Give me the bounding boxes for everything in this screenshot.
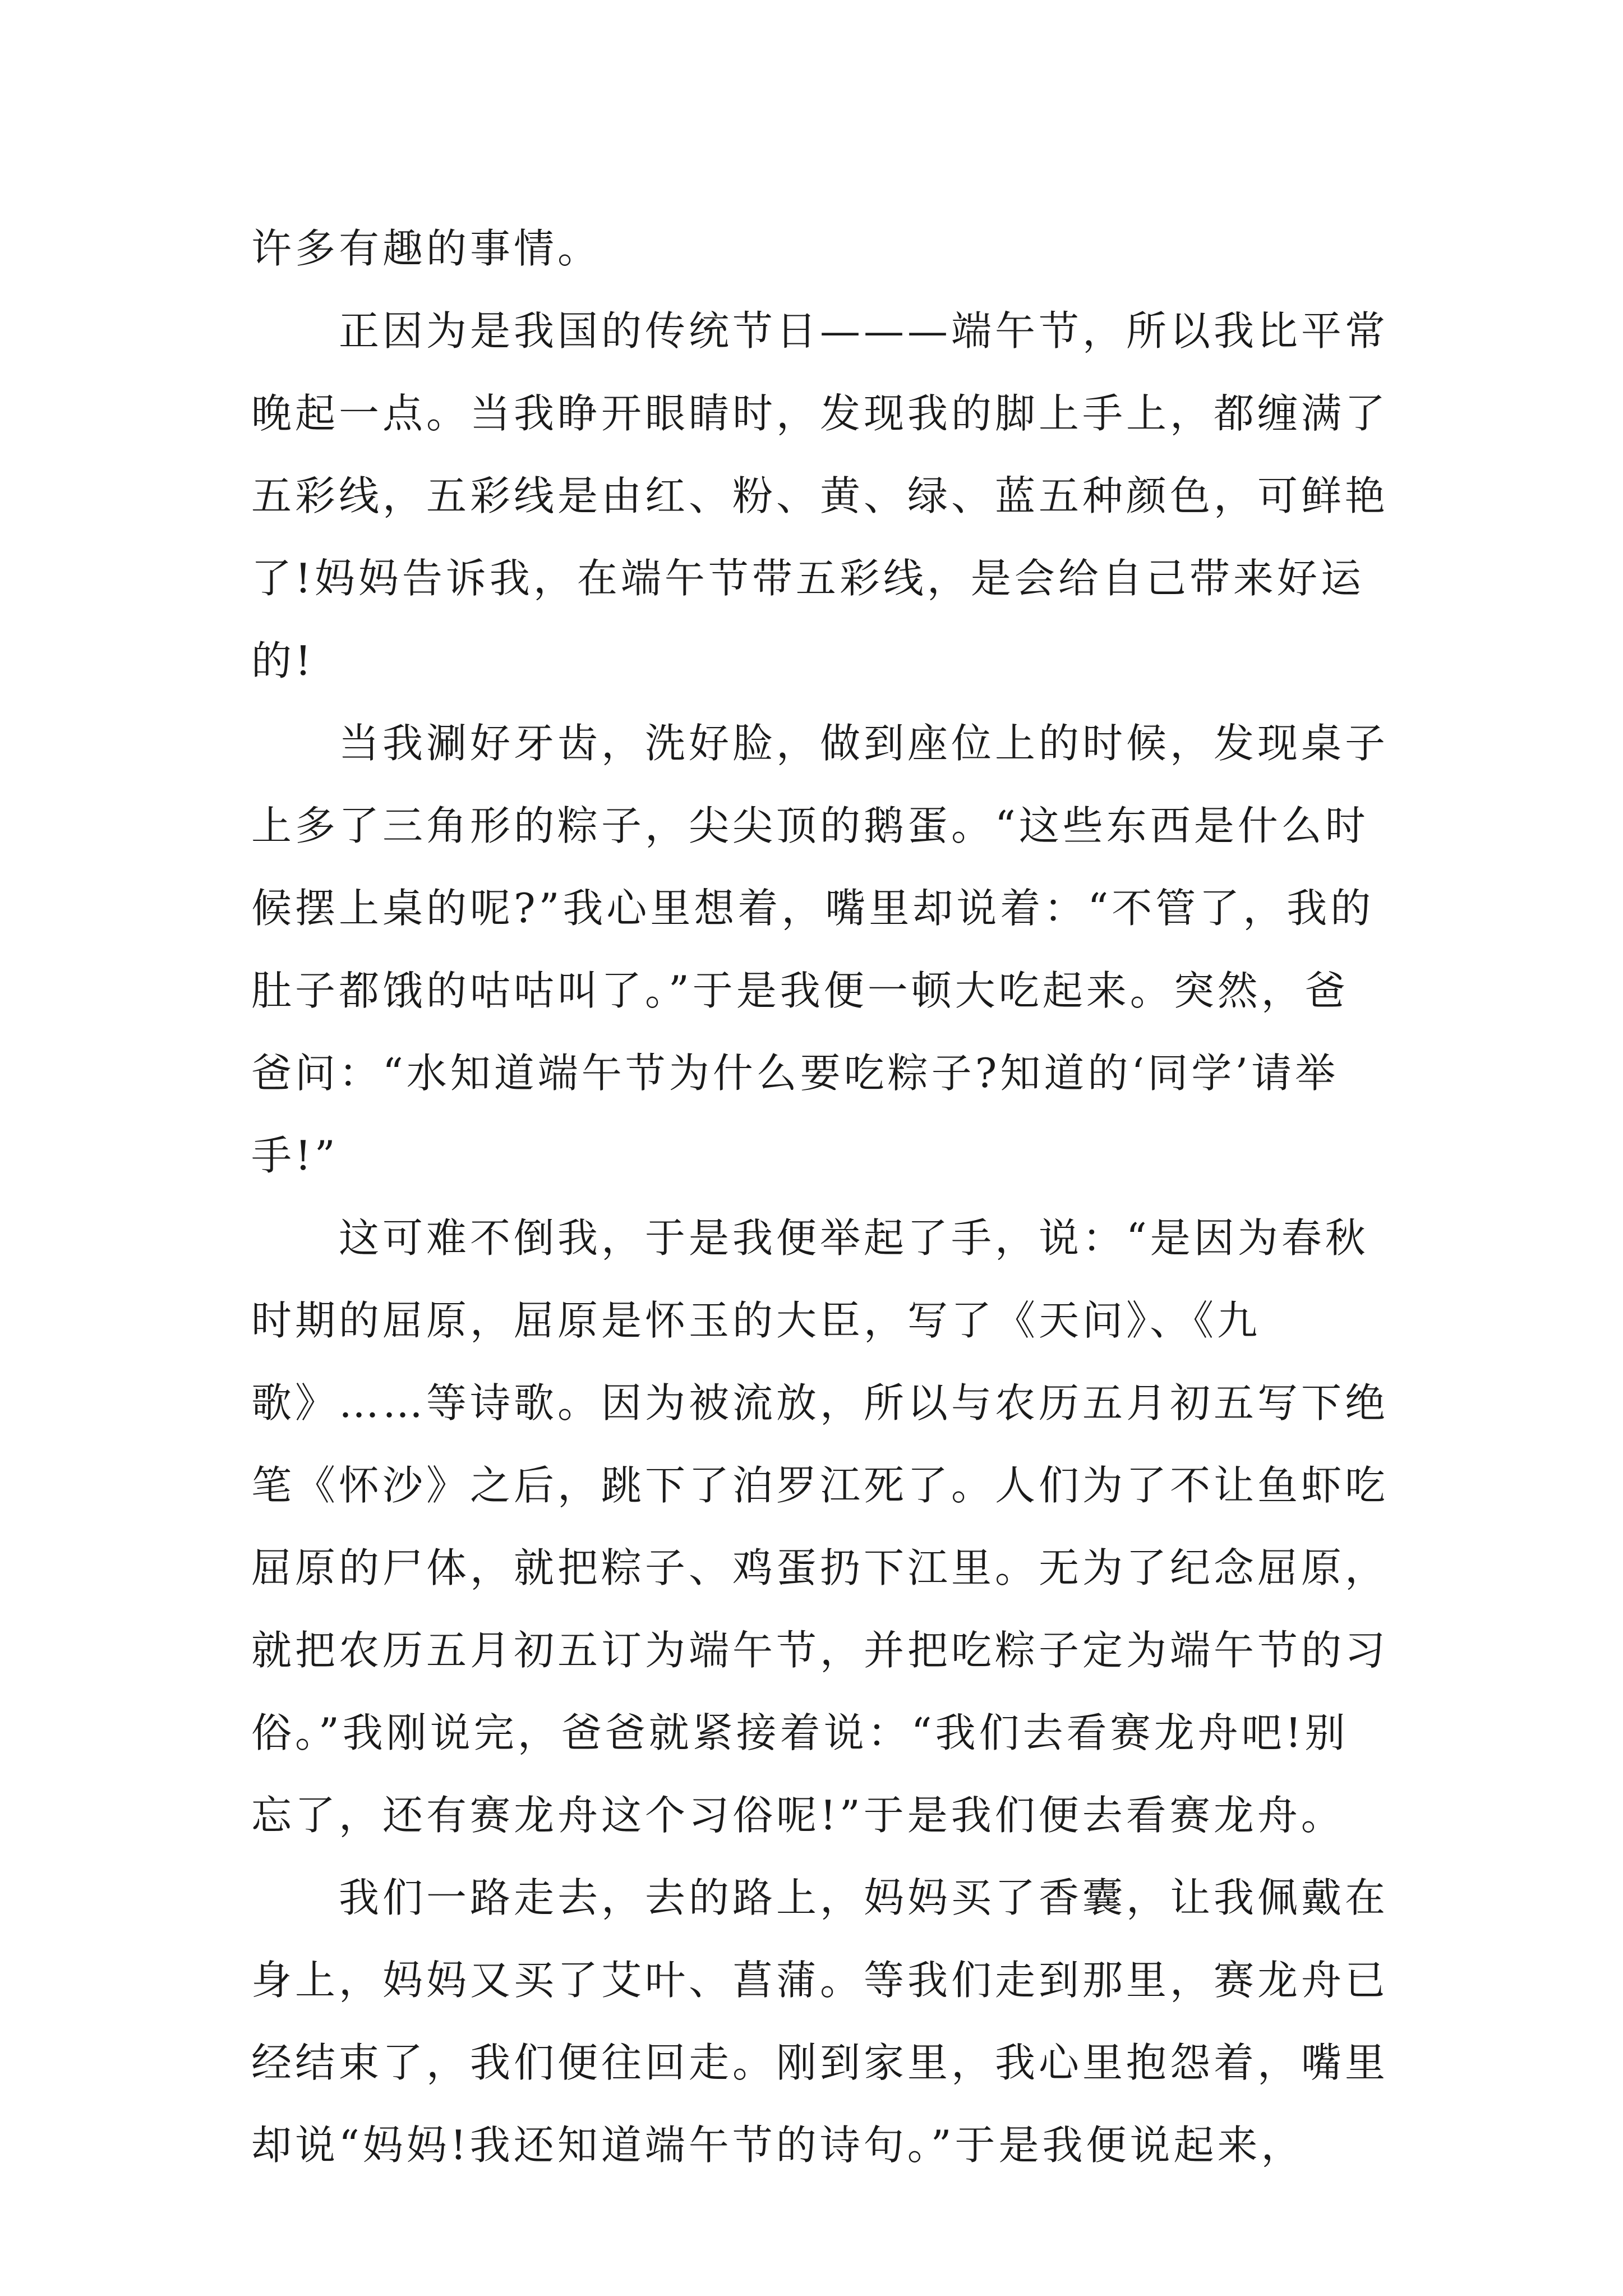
text-line: 五彩线，五彩线是由红、粉、黄、绿、蓝五种颜色，可鲜艳 — [251, 472, 1389, 519]
text-line: 了!妈妈告诉我，在端午节带五彩线，是会给自己带来好运 — [251, 555, 1364, 602]
text-line: 却说“妈妈!我还知道端午节的诗句。”于是我便说起来， — [251, 2122, 1305, 2169]
text-line: 忘了，还有赛龙舟这个习俗呢!”于是我们便去看赛龙舟。 — [251, 1792, 1345, 1839]
text-line: 候摆上桌的呢?”我心里想着，嘴里却说着：“不管了，我的 — [251, 885, 1375, 932]
text-line: 身上，妈妈又买了艾叶、菖蒲。等我们走到那里，赛龙舟已 — [251, 1957, 1389, 2004]
text-line: 爸问：“水知道端午节为什么要吃粽子?知道的‘同学’请举 — [251, 1050, 1339, 1097]
text-line: 上多了三角形的粽子，尖尖顶的鹅蛋。“这些东西是什么时 — [251, 802, 1369, 849]
text-line: 我们一路走去，去的路上，妈妈买了香囊，让我佩戴在 — [251, 1874, 1389, 1921]
text-line: 许多有趣的事情。 — [251, 225, 602, 272]
text-line: 笔《怀沙》之后，跳下了泊罗江死了。人们为了不让鱼虾吃 — [251, 1462, 1389, 1509]
text-line: 经结束了，我们便往回走。刚到家里，我心里抱怨着，嘴里 — [251, 2039, 1389, 2086]
text-line: 这可难不倒我，于是我便举起了手，说：“是因为春秋 — [251, 1214, 1369, 1262]
text-line: 时期的屈原，屈原是怀玉的大臣，写了《天问》、《九 — [251, 1297, 1261, 1344]
text-line: 就把农历五月初五订为端午节，并把吃粽子定为端午节的习 — [251, 1627, 1389, 1674]
text-line: 当我涮好牙齿，洗好脸，做到座位上的时候，发现桌子 — [251, 720, 1389, 767]
text-line: 俗。”我刚说完，爸爸就紧接着说：“我们去看赛龙舟吧!别 — [251, 1709, 1349, 1756]
text-line: 屈原的尸体，就把粽子、鸡蛋扔下江里。无为了纪念屈原， — [251, 1544, 1389, 1591]
text-line: 晚起一点。当我睁开眼睛时，发现我的脚上手上，都缠满了 — [251, 390, 1389, 437]
text-line: 正因为是我国的传统节日———端午节，所以我比平常 — [251, 307, 1389, 355]
text-line: 肚子都饿的咕咕叫了。”于是我便一顿大吃起来。突然，爸 — [251, 967, 1349, 1014]
text-line: 歌》……等诗歌。因为被流放，所以与农历五月初五写下绝 — [251, 1379, 1389, 1427]
text-line: 手!” — [251, 1132, 339, 1179]
essay-body — [251, 208, 1389, 2187]
text-line: 的! — [251, 637, 315, 684]
